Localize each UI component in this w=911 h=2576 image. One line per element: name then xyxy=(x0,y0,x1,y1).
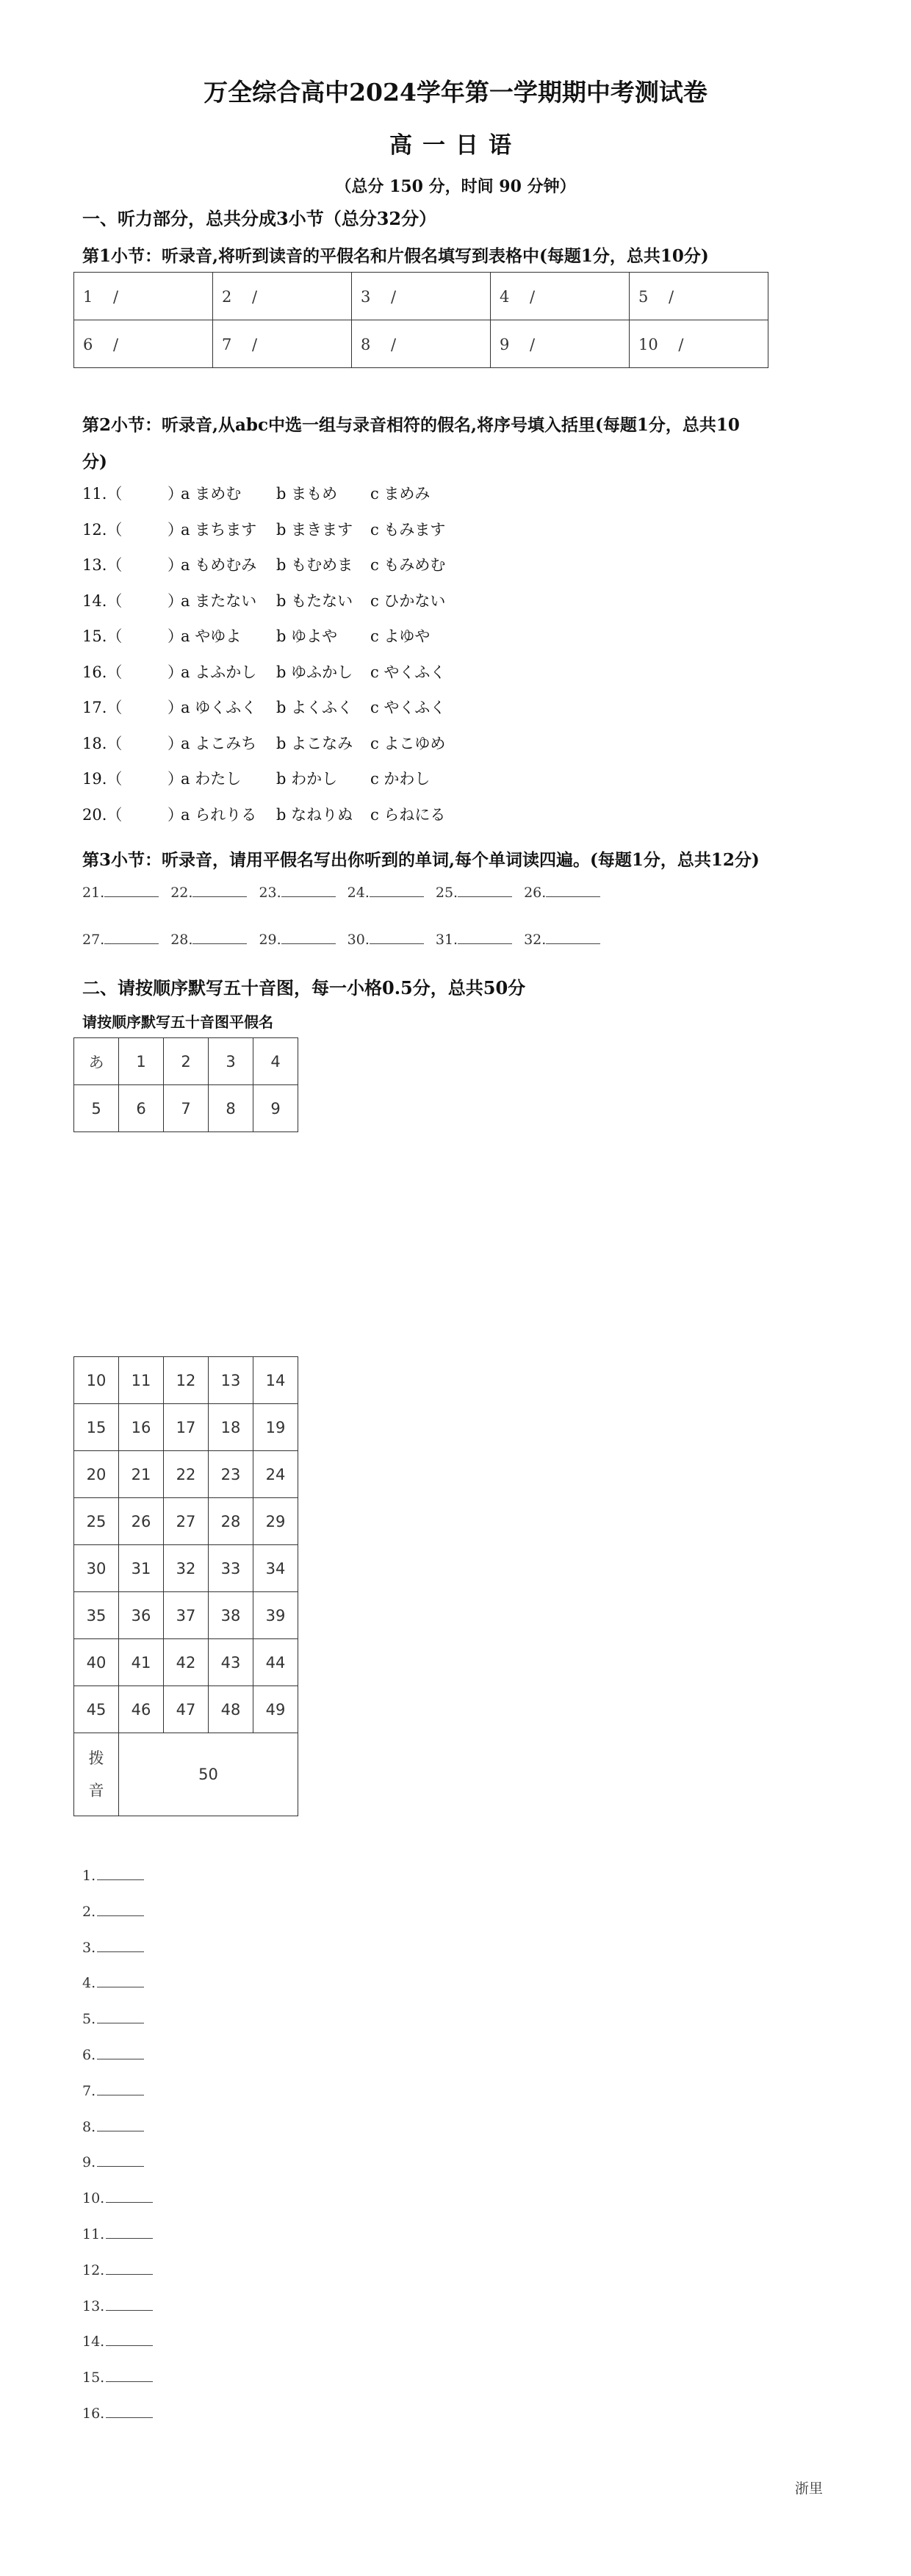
answer-blank[interactable] xyxy=(97,1902,144,1916)
option-c: c やくふく xyxy=(370,699,446,716)
answer-blank[interactable] xyxy=(97,2082,144,2095)
option-c: c もみめむ xyxy=(370,556,446,574)
answer-line[interactable] xyxy=(82,1866,153,1884)
blank-line[interactable] xyxy=(281,930,336,944)
answer-blank[interactable] xyxy=(106,2332,153,2346)
gojuon-cell[interactable]: 4 xyxy=(253,1038,298,1085)
part2-instruction: 请按顺序默写五十音图平假名 xyxy=(82,1013,273,1031)
sub2-heading-line2: 分) xyxy=(82,452,107,472)
part1-heading: 一、听力部分，总共分成3小节（总分32分） xyxy=(82,208,437,229)
answer-line[interactable] xyxy=(82,2153,153,2170)
answer-paren[interactable]: ） xyxy=(168,627,183,645)
answer-blank[interactable] xyxy=(97,1866,144,1880)
part2-heading: 二、请按顺序默写五十音图，每一小格0.5分，总共50分 xyxy=(82,977,526,999)
blank-line[interactable] xyxy=(104,930,159,944)
gojuon-cell[interactable]: 23 xyxy=(209,1451,253,1498)
option-c: c ひかない xyxy=(370,591,446,610)
answer-paren[interactable]: ） xyxy=(168,591,183,610)
option-b: b よこなみ xyxy=(276,734,353,752)
sub1-cell[interactable]: 4 / xyxy=(491,273,630,320)
option-c: c やくふく xyxy=(370,663,446,681)
fill-blank[interactable] xyxy=(348,883,433,901)
fill-blank[interactable] xyxy=(524,930,609,948)
blank-line[interactable] xyxy=(192,930,247,944)
gojuon-grid-top xyxy=(73,1037,298,1132)
answer-number: 7. xyxy=(82,2082,96,2099)
answer-line[interactable] xyxy=(82,2010,153,2027)
gojuon-cell[interactable]: 11 xyxy=(119,1357,164,1404)
answer-number: 15. xyxy=(82,2370,105,2386)
fill-blank[interactable] xyxy=(436,930,521,948)
answer-blank[interactable] xyxy=(97,2153,144,2167)
gojuon-cell[interactable]: 37 xyxy=(164,1592,209,1639)
option-b: b もたない xyxy=(276,591,353,610)
option-b: b まもめ xyxy=(276,485,338,503)
gojuon-cell[interactable]: 38 xyxy=(209,1592,253,1639)
blank-number: 26. xyxy=(524,885,547,901)
gojuon-cell[interactable]: 27 xyxy=(164,1498,209,1545)
blank-number: 25. xyxy=(435,885,458,901)
gojuon-cell[interactable]: 3 xyxy=(209,1038,253,1085)
answer-line[interactable] xyxy=(82,2046,153,2063)
answer-line[interactable] xyxy=(82,2261,162,2278)
sub1-cell[interactable]: 5 / xyxy=(630,273,768,320)
answer-paren[interactable]: ） xyxy=(168,699,183,716)
option-a: a ゆくふく xyxy=(181,699,257,716)
gojuon-cell[interactable]: 16 xyxy=(119,1404,164,1451)
sub1-cell[interactable]: 6 / xyxy=(74,320,213,368)
blank-line[interactable] xyxy=(546,930,600,944)
answer-paren[interactable]: ） xyxy=(168,556,183,574)
blank-number: 24. xyxy=(347,885,370,901)
gojuon-cell[interactable]: 7 xyxy=(164,1085,209,1132)
option-c: c かわし xyxy=(370,770,431,788)
fill-blank[interactable] xyxy=(82,883,168,901)
answer-number: 13. xyxy=(82,2298,105,2314)
exam-subtitle: 高一日语 xyxy=(389,132,522,159)
answer-number: 14. xyxy=(82,2334,105,2350)
option-b: b もむめま xyxy=(276,556,353,574)
gojuon-cell[interactable]: 35 xyxy=(74,1592,119,1639)
answer-number: 12. xyxy=(82,2262,105,2278)
gojuon-cell[interactable]: 6 xyxy=(119,1085,164,1132)
sub1-cell[interactable]: 8 / xyxy=(352,320,491,368)
option-a: a もめむみ xyxy=(181,556,257,574)
answer-blank[interactable] xyxy=(97,1938,144,1952)
fill-blank[interactable] xyxy=(259,930,344,948)
gojuon-cell[interactable]: 34 xyxy=(253,1545,298,1592)
answer-number: 2. xyxy=(82,1903,96,1920)
answer-number: 16. xyxy=(82,2406,105,2422)
fill-blank[interactable] xyxy=(82,930,168,948)
question-number: 20.（ xyxy=(82,805,123,824)
blank-number: 27. xyxy=(82,932,105,948)
answer-line[interactable] xyxy=(82,2189,162,2206)
gojuon-cell[interactable]: 15 xyxy=(74,1404,119,1451)
answer-blank[interactable] xyxy=(97,2046,144,2059)
option-c: c よこゆめ xyxy=(370,734,446,752)
blank-line[interactable] xyxy=(192,883,247,897)
question-number: 18.（ xyxy=(82,734,123,752)
gojuon-cell[interactable]: 2 xyxy=(164,1038,209,1085)
answer-number: 5. xyxy=(82,2011,96,2028)
option-a: a られりる xyxy=(181,805,257,824)
blank-number: 29. xyxy=(259,932,281,948)
answer-blank[interactable] xyxy=(106,2261,153,2275)
gojuon-cell[interactable]: 40 xyxy=(74,1639,119,1686)
gojuon-cell[interactable]: 25 xyxy=(74,1498,119,1545)
option-b: b まきます xyxy=(276,520,353,539)
answer-number: 11. xyxy=(82,2226,105,2242)
option-b: b なねりぬ xyxy=(276,805,353,824)
gojuon-cell[interactable]: 32 xyxy=(164,1545,209,1592)
gojuon-cell[interactable]: 22 xyxy=(164,1451,209,1498)
option-a: a またない xyxy=(181,591,257,610)
gojuon-cell[interactable]: 39 xyxy=(253,1592,298,1639)
fill-blank[interactable] xyxy=(259,883,344,901)
gojuon-cell[interactable]: 21 xyxy=(119,1451,164,1498)
gojuon-cell[interactable]: 9 xyxy=(253,1085,298,1132)
bo-label xyxy=(74,1733,119,1816)
gojuon-cell[interactable]: 36 xyxy=(119,1592,164,1639)
gojuon-cell[interactable]: 17 xyxy=(164,1404,209,1451)
sub1-cell[interactable]: 9 / xyxy=(491,320,630,368)
question-number: 19.（ xyxy=(82,770,123,788)
gojuon-cell[interactable]: 10 xyxy=(74,1357,119,1404)
gojuon-grid-bottom xyxy=(73,1356,298,1816)
answer-blank[interactable] xyxy=(106,2189,153,2203)
answer-paren[interactable]: ） xyxy=(168,734,183,752)
gojuon-cell[interactable]: 47 xyxy=(164,1686,209,1733)
answer-paren[interactable]: ） xyxy=(168,520,183,539)
blank-number: 30. xyxy=(347,932,370,948)
blank-number: 28. xyxy=(170,932,193,948)
fill-blank[interactable] xyxy=(170,883,256,901)
sub1-heading: 第1小节：听录音,将听到读音的平假名和片假名填写到表格中(每题1分，总共10分) xyxy=(82,246,709,266)
gojuon-cell[interactable]: 19 xyxy=(253,1404,298,1451)
answer-paren[interactable]: ） xyxy=(168,663,183,681)
answer-paren[interactable]: ） xyxy=(168,770,183,788)
gojuon-cell[interactable]: 18 xyxy=(209,1404,253,1451)
answer-number: 6. xyxy=(82,2047,96,2063)
answer-blank[interactable] xyxy=(97,2118,144,2131)
exam-title: 万全综合高中2024学年第一学期期中考测试卷 xyxy=(204,78,707,107)
blank-line[interactable] xyxy=(370,930,424,944)
option-a: a まめむ xyxy=(181,485,242,503)
option-b: b ゆふかし xyxy=(276,663,353,681)
bo-label-line1: 拨 xyxy=(88,1749,104,1767)
answer-line[interactable] xyxy=(82,1902,153,1920)
gojuon-cell[interactable]: 28 xyxy=(209,1498,253,1545)
bo-cell[interactable]: 50 xyxy=(119,1733,298,1816)
gojuon-cell[interactable]: 48 xyxy=(209,1686,253,1733)
answer-number: 3. xyxy=(82,1939,96,1956)
blank-line[interactable] xyxy=(281,883,336,897)
option-a: a まちます xyxy=(181,520,257,539)
gojuon-cell[interactable]: 31 xyxy=(119,1545,164,1592)
answer-line[interactable] xyxy=(82,2404,162,2422)
gojuon-cell[interactable]: 24 xyxy=(253,1451,298,1498)
sub2-heading-line1: 第2小节：听录音,从abc中选一组与录音相符的假名,将序号填入括里(每题1分，总共10 xyxy=(82,415,740,435)
sub1-cell[interactable]: 3 / xyxy=(352,273,491,320)
answer-line[interactable] xyxy=(82,1938,153,1956)
gojuon-cell[interactable]: あ xyxy=(74,1038,119,1085)
blank-line[interactable] xyxy=(458,930,512,944)
answer-line[interactable] xyxy=(82,2082,153,2099)
question-number: 13.（ xyxy=(82,556,123,574)
sub1-answer-table xyxy=(73,272,768,368)
answer-paren[interactable]: ） xyxy=(168,485,183,503)
answer-line[interactable] xyxy=(82,2332,162,2350)
gojuon-cell[interactable]: 46 xyxy=(119,1686,164,1733)
gojuon-cell[interactable]: 12 xyxy=(164,1357,209,1404)
bo-label-line2: 音 xyxy=(88,1782,104,1799)
gojuon-cell[interactable]: 14 xyxy=(253,1357,298,1404)
blank-line[interactable] xyxy=(370,883,424,897)
answer-line[interactable] xyxy=(82,2297,162,2314)
answer-blank[interactable] xyxy=(106,2368,153,2382)
gojuon-cell[interactable]: 41 xyxy=(119,1639,164,1686)
option-c: c よゆや xyxy=(370,627,431,645)
gojuon-cell[interactable]: 8 xyxy=(209,1085,253,1132)
gojuon-cell[interactable]: 45 xyxy=(74,1686,119,1733)
fill-blank[interactable] xyxy=(436,883,521,901)
question-number: 16.（ xyxy=(82,663,123,681)
blank-number: 23. xyxy=(259,885,281,901)
fill-blank[interactable] xyxy=(348,930,433,948)
sub1-cell[interactable]: 7 / xyxy=(213,320,352,368)
question-number: 12.（ xyxy=(82,520,123,539)
footer-text: 浙里 xyxy=(795,2480,824,2497)
sub1-cell[interactable]: 2 / xyxy=(213,273,352,320)
gojuon-cell[interactable]: 5 xyxy=(74,1085,119,1132)
sub3-row-1 xyxy=(82,883,612,901)
blank-number: 22. xyxy=(170,885,193,901)
answer-number: 8. xyxy=(82,2118,96,2135)
blank-number: 32. xyxy=(524,932,547,948)
sub3-heading: 第3小节：听录音，请用平假名写出你听到的单词,每个单词读四遍。(每题1分，总共12分) xyxy=(82,850,760,870)
option-c: c まめみ xyxy=(370,485,431,503)
gojuon-cell[interactable]: 20 xyxy=(74,1451,119,1498)
question-number: 15.（ xyxy=(82,627,123,645)
option-c: c らねにる xyxy=(370,805,446,824)
option-b: b ゆよや xyxy=(276,627,338,645)
gojuon-cell[interactable]: 49 xyxy=(253,1686,298,1733)
blank-line[interactable] xyxy=(546,883,600,897)
answer-blank[interactable] xyxy=(106,2297,153,2311)
gojuon-cell[interactable]: 43 xyxy=(209,1639,253,1686)
answer-blank[interactable] xyxy=(97,2010,144,2023)
option-b: b わかし xyxy=(276,770,338,788)
question-number: 17.（ xyxy=(82,699,123,716)
gojuon-cell[interactable]: 26 xyxy=(119,1498,164,1545)
gojuon-cell[interactable]: 1 xyxy=(119,1038,164,1085)
answer-number: 1. xyxy=(82,1868,96,1884)
gojuon-cell[interactable]: 30 xyxy=(74,1545,119,1592)
answer-line[interactable] xyxy=(82,2118,153,2135)
gojuon-cell[interactable]: 29 xyxy=(253,1498,298,1545)
answer-blank[interactable] xyxy=(106,2225,153,2239)
option-a: a よこみち xyxy=(181,734,257,752)
blank-number: 31. xyxy=(435,932,458,948)
answer-number: 10. xyxy=(82,2190,105,2207)
answer-line[interactable] xyxy=(82,2225,162,2242)
fill-blank[interactable] xyxy=(524,883,609,901)
option-a: a よふかし xyxy=(181,663,257,681)
option-c: c もみます xyxy=(370,520,446,539)
gojuon-cell[interactable]: 44 xyxy=(253,1639,298,1686)
blank-line[interactable] xyxy=(458,883,512,897)
answer-line[interactable] xyxy=(82,2368,162,2386)
gojuon-cell[interactable]: 33 xyxy=(209,1545,253,1592)
fill-blank[interactable] xyxy=(170,930,256,948)
answer-blank[interactable] xyxy=(106,2404,153,2418)
answer-paren[interactable]: ） xyxy=(168,805,183,824)
blank-line[interactable] xyxy=(104,883,159,897)
sub1-cell[interactable]: 1 / xyxy=(74,273,213,320)
question-number: 11.（ xyxy=(82,485,123,503)
sub1-cell[interactable]: 10 / xyxy=(630,320,768,368)
option-b: b よくふく xyxy=(276,699,353,716)
score-info: （总分 150 分，时间 90 分钟） xyxy=(335,177,576,196)
sub3-row-2 xyxy=(82,930,612,948)
answer-blank[interactable] xyxy=(97,1974,144,1987)
option-a: a やゆよ xyxy=(181,627,242,645)
gojuon-cell[interactable]: 42 xyxy=(164,1639,209,1686)
question-number: 14.（ xyxy=(82,591,123,610)
answer-number: 9. xyxy=(82,2154,96,2171)
answer-number: 4. xyxy=(82,1975,96,1992)
answer-line[interactable] xyxy=(82,1974,153,1991)
blank-number: 21. xyxy=(82,885,105,901)
gojuon-cell[interactable]: 13 xyxy=(209,1357,253,1404)
option-a: a わたし xyxy=(181,770,242,788)
